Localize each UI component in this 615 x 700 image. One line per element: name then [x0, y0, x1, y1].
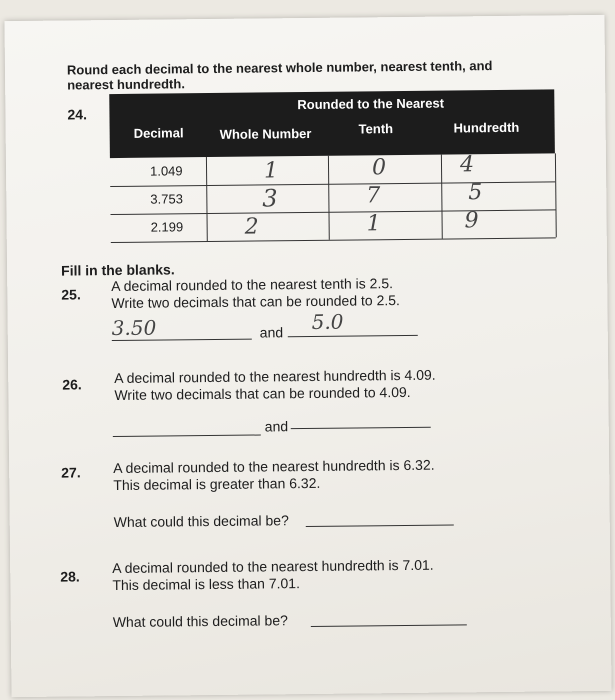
- answer-blank[interactable]: [311, 624, 467, 627]
- cell-decimal: 3.753: [150, 191, 183, 207]
- problem-27-question: What could this decimal be?: [113, 512, 289, 531]
- cell-whole[interactable]: 3: [262, 184, 278, 213]
- cell-tenth[interactable]: 1: [366, 211, 381, 237]
- worksheet-page: [4, 15, 611, 697]
- cell-whole[interactable]: 2: [244, 214, 259, 240]
- cell-tenth[interactable]: 0: [371, 155, 387, 181]
- problem-24-number: 24.: [67, 106, 88, 123]
- cell-decimal: 2.199: [150, 219, 184, 235]
- col-header-whole: Whole Number: [219, 125, 312, 142]
- col-header-decimal: Decimal: [133, 125, 184, 141]
- cell-whole[interactable]: 1: [263, 158, 279, 184]
- divider: [555, 153, 557, 237]
- problem-25-line2: Write two decimals that can be rounded to 2.5.: [111, 292, 400, 312]
- blank-line[interactable]: [291, 427, 431, 429]
- col-header-tenth: Tenth: [358, 121, 394, 137]
- problem-26-number: 26.: [62, 376, 82, 393]
- col-header-hundredth: Hundredth: [453, 119, 520, 136]
- problem-27-line1: A decimal rounded to the nearest hundredth is 6.32.: [113, 456, 435, 477]
- answer-blank[interactable]: [306, 524, 454, 527]
- problem-25-number: 25.: [61, 286, 81, 303]
- blank-line: [112, 339, 252, 341]
- problem-25-answer2[interactable]: 5.0: [311, 309, 344, 334]
- table-group-header: Rounded to the Nearest: [297, 95, 445, 113]
- cell-decimal: 1.049: [149, 163, 183, 179]
- problem-28-line2: This decimal is less than 7.01.: [112, 575, 300, 594]
- problem-26-line2: Write two decimals that can be rounded to 4.09.: [114, 383, 411, 404]
- problem-27-line2: This decimal is greater than 6.32.: [113, 474, 321, 494]
- problem-28-number: 28.: [60, 568, 80, 585]
- problem-28-question: What could this decimal be?: [112, 612, 288, 631]
- rounding-table: [110, 153, 556, 242]
- problem-25-line1: A decimal rounded to the nearest tenth is 2.5.: [111, 275, 394, 295]
- cell-hundredth[interactable]: 4: [459, 152, 475, 178]
- problem-25-answer1[interactable]: 3.50: [111, 315, 157, 341]
- problem-28-line1: A decimal rounded to the nearest hundredth is 7.01.: [112, 556, 434, 577]
- problem-26-and: and: [264, 418, 289, 435]
- problem-26-line1: A decimal rounded to the nearest hundredth is 4.09.: [114, 366, 436, 387]
- instructions: Round each decimal to the nearest whole number, nearest tenth, and nearest hundredth.: [66, 58, 493, 93]
- blank-line[interactable]: [113, 434, 261, 437]
- cell-hundredth[interactable]: 5: [468, 180, 483, 206]
- cell-hundredth[interactable]: 9: [464, 208, 479, 234]
- section-title: Fill in the blanks.: [61, 261, 175, 279]
- problem-27-number: 27.: [61, 464, 81, 481]
- blank-line: [288, 335, 418, 337]
- cell-tenth[interactable]: 7: [366, 183, 381, 209]
- problem-25-and: and: [259, 324, 284, 341]
